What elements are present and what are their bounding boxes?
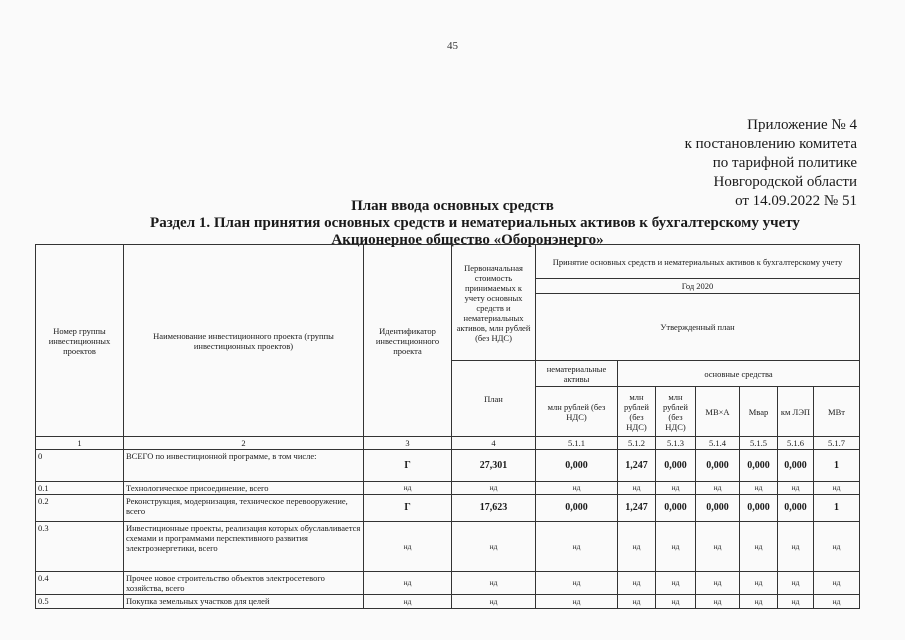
row-value: нд: [696, 595, 740, 609]
row-value: нд: [656, 482, 696, 495]
page-number: 45: [447, 40, 458, 52]
header-intangible: нематериальные активы: [536, 361, 618, 387]
row-identifier: Г: [364, 495, 452, 522]
row-value: 1,247: [618, 495, 656, 522]
column-number: 5.1.6: [778, 437, 814, 450]
row-value: нд: [778, 595, 814, 609]
row-value: 1: [814, 495, 860, 522]
row-identifier: нд: [364, 522, 452, 572]
row-value: 1,247: [618, 450, 656, 482]
header-km: км ЛЭП: [778, 387, 814, 437]
table-row: [36, 595, 860, 609]
appendix-line: от 14.09.2022 № 51: [735, 193, 857, 209]
row-cost: 27,301: [452, 450, 536, 482]
row-name: Реконструкция, модернизация, техническое перевооружение, всего: [124, 495, 364, 522]
row-value: нд: [618, 482, 656, 495]
row-value: 0,000: [778, 450, 814, 482]
column-number: 4: [452, 437, 536, 450]
column-number-row: [36, 437, 860, 450]
row-value: нд: [656, 572, 696, 595]
appendix-line: к постановлению комитета: [684, 136, 857, 152]
column-number: 5.1.1: [536, 437, 618, 450]
appendix-line: Приложение № 4: [747, 117, 857, 133]
row-cost: 17,623: [452, 495, 536, 522]
header-group-number: Номер группы инвестиционных проектов: [36, 245, 124, 437]
row-number: 0.1: [36, 482, 124, 495]
row-number: 0.2: [36, 495, 124, 522]
header-initial-cost: Первоначальная стоимость принимаемых к учету основных средств и нематериальных активов, млн рублей (без НДС): [452, 245, 536, 361]
title-block: [0, 198, 905, 249]
row-name: Прочее новое строительство объектов электросетевого хозяйства, всего: [124, 572, 364, 595]
column-number: 3: [364, 437, 452, 450]
header-mln-rub-b: млн рублей (без НДС): [656, 387, 696, 437]
appendix-block: [685, 116, 857, 211]
row-value: 0,000: [696, 495, 740, 522]
row-value: нд: [814, 482, 860, 495]
row-value: нд: [618, 572, 656, 595]
column-number: 1: [36, 437, 124, 450]
company-title: Акционерное общество «Оборонэнерго»: [331, 232, 604, 248]
row-value: нд: [536, 522, 618, 572]
column-number: 5.1.3: [656, 437, 696, 450]
row-cost: нд: [452, 572, 536, 595]
row-name: Покупка земельных участков для целей: [124, 595, 364, 609]
table-row: [36, 572, 860, 595]
row-value: нд: [778, 482, 814, 495]
appendix-line: по тарифной политике: [712, 155, 857, 171]
header-mln-rub-a: млн рублей (без НДС): [618, 387, 656, 437]
header-plan: План: [452, 361, 536, 437]
header-project-name: Наименование инвестиционного проекта (группы инвестиционных проектов): [124, 245, 364, 437]
row-value: нд: [740, 482, 778, 495]
row-value: нд: [696, 522, 740, 572]
row-number: 0: [36, 450, 124, 482]
row-identifier: нд: [364, 482, 452, 495]
row-number: 0.4: [36, 572, 124, 595]
header-acceptance: Принятие основных средств и нематериальных активов к бухгалтерскому учету: [536, 245, 860, 279]
row-value: нд: [814, 572, 860, 595]
row-number: 0.5: [36, 595, 124, 609]
row-identifier: нд: [364, 595, 452, 609]
main-title: План ввода основных средств: [351, 198, 554, 214]
row-value: 0,000: [740, 495, 778, 522]
row-identifier: Г: [364, 450, 452, 482]
header-mln-rub-intangible: млн рублей (без НДС): [536, 387, 618, 437]
row-value: 0,000: [778, 495, 814, 522]
section-title: Раздел 1. План принятия основных средств и нематериальных активов к бухгалтерскому учету: [150, 215, 800, 231]
header-fixed-assets: основные средства: [618, 361, 860, 387]
row-value: 0,000: [656, 495, 696, 522]
row-value: нд: [618, 595, 656, 609]
row-value: 0,000: [536, 450, 618, 482]
row-value: нд: [740, 595, 778, 609]
row-name: Технологическое присоединение, всего: [124, 482, 364, 495]
table-row: [36, 522, 860, 572]
table-row: [36, 495, 860, 522]
row-value: 0,000: [656, 450, 696, 482]
header-approved-plan: Утвержденный план: [536, 294, 860, 361]
row-value: нд: [696, 572, 740, 595]
column-number: 2: [124, 437, 364, 450]
row-value: нд: [778, 572, 814, 595]
row-cost: нд: [452, 522, 536, 572]
row-value: нд: [618, 522, 656, 572]
row-value: нд: [740, 522, 778, 572]
row-value: нд: [536, 595, 618, 609]
header-identifier: Идентификатор инвестиционного проекта: [364, 245, 452, 437]
row-value: нд: [656, 595, 696, 609]
row-value: 0,000: [536, 495, 618, 522]
row-value: нд: [656, 522, 696, 572]
column-number: 5.1.4: [696, 437, 740, 450]
row-cost: нд: [452, 482, 536, 495]
row-value: нд: [536, 482, 618, 495]
header-year: Год 2020: [536, 279, 860, 294]
row-cost: нд: [452, 595, 536, 609]
row-value: нд: [814, 595, 860, 609]
row-number: 0.3: [36, 522, 124, 572]
table-row: [36, 450, 860, 482]
appendix-line: Новгородской области: [713, 174, 857, 190]
row-value: нд: [778, 522, 814, 572]
row-value: нд: [696, 482, 740, 495]
header-mva: МВ×А: [696, 387, 740, 437]
row-value: 1: [814, 450, 860, 482]
header-mw: МВт: [814, 387, 860, 437]
column-number: 5.1.2: [618, 437, 656, 450]
table-row: [36, 482, 860, 495]
row-name: Инвестиционные проекты, реализация которых обуславливается схемами и программами перспективного развития электроэнергетики, всего: [124, 522, 364, 572]
column-number: 5.1.5: [740, 437, 778, 450]
column-number: 5.1.7: [814, 437, 860, 450]
row-value: 0,000: [740, 450, 778, 482]
header-mvar: Мвар: [740, 387, 778, 437]
row-value: нд: [536, 572, 618, 595]
row-name: ВСЕГО по инвестиционной программе, в том числе:: [124, 450, 364, 482]
row-value: нд: [814, 522, 860, 572]
plan-table: [35, 244, 860, 609]
row-identifier: нд: [364, 572, 452, 595]
row-value: 0,000: [696, 450, 740, 482]
row-value: нд: [740, 572, 778, 595]
